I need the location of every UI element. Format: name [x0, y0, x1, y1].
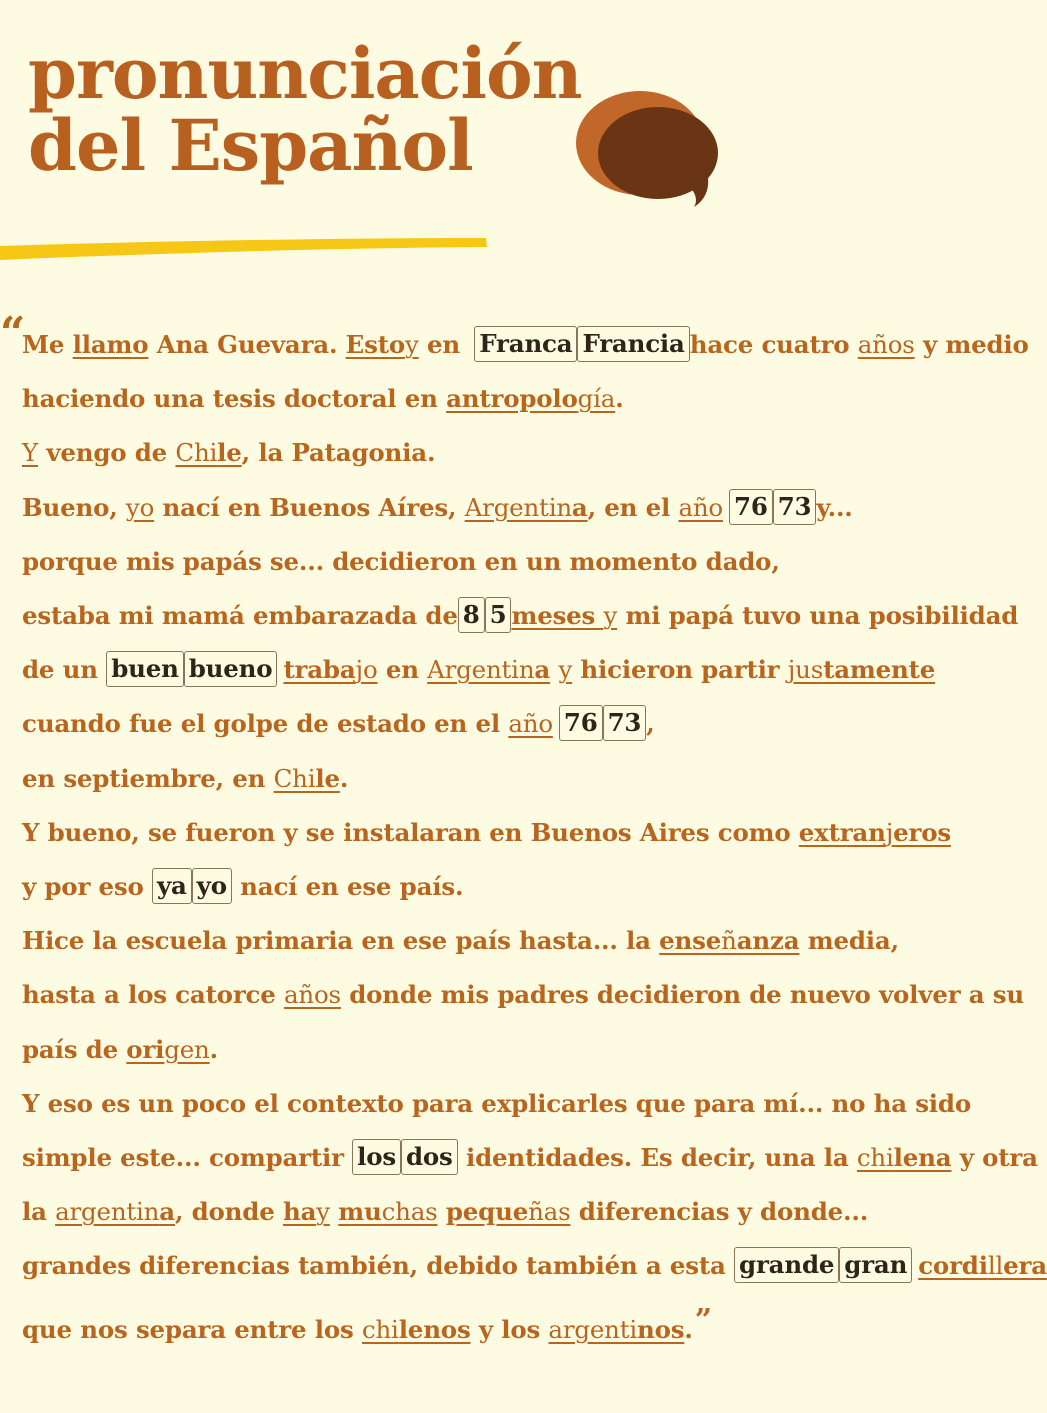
transcript-text [22, 318, 1047, 1357]
option-bueno[interactable]: bueno [184, 651, 278, 687]
text-line-3: Y vengo de Chile, la Patagonia. [22, 438, 436, 468]
text-line-4: Bueno, yo nací en Buenos Aíres, Argentina, en el año 76 73 y... [22, 481, 994, 535]
title-line-1: pronunciación [28, 32, 582, 115]
option-gran[interactable]: gran [839, 1247, 912, 1283]
text-line-12: Hice la escuela primaria en ese país hasta... la enseñanza media, [22, 926, 899, 956]
option-los[interactable]: los [352, 1139, 401, 1175]
option-buen[interactable]: buen [106, 651, 184, 687]
text-line-18: grandes diferencias también, debido también a esta grande gran cordillera [22, 1239, 994, 1293]
option-8[interactable]: 8 [458, 597, 485, 633]
page-title [28, 32, 582, 187]
text-line-9: en septiembre, en Chile. [22, 763, 349, 793]
option-ya[interactable]: ya [152, 868, 192, 904]
speech-bubble-icon [570, 85, 730, 215]
open-quote-icon: “ [0, 308, 26, 359]
text-line-8: cuando fue el golpe de estado en el año 76 73 , [22, 697, 994, 751]
option-76[interactable]: 76 [729, 489, 773, 525]
text-line-15: Y eso es un poco el contexto para explicarles que para mí... no ha sido [22, 1088, 971, 1118]
option-dos[interactable]: dos [401, 1139, 458, 1175]
text-line-19: que nos separa entre los chilenos y los argentinos.” [22, 1302, 712, 1344]
title-highlight-stroke [0, 230, 500, 270]
text-line-2: haciendo una tesis doctoral en antropología. [22, 384, 624, 414]
option-grande[interactable]: grande [734, 1247, 839, 1283]
text-line-14: país de origen. [22, 1034, 218, 1064]
option-73[interactable]: 73 [603, 705, 647, 741]
text-line-17: la argentina, donde hay muchas pequeñas diferencias y donde... [22, 1197, 869, 1227]
text-line-1: Me llamo Ana Guevara. Estoy en Franca Francia hace cuatro años y medio [22, 318, 994, 372]
option-73[interactable]: 73 [773, 489, 817, 525]
text-line-13: hasta a los catorce años donde mis padres decidieron de nuevo volver a su [22, 980, 1024, 1010]
close-quote-icon: ” [694, 1302, 712, 1338]
option-franca[interactable]: Franca [474, 326, 577, 362]
option-76[interactable]: 76 [559, 705, 603, 741]
text-line-5: porque mis papás se... decidieron en un momento dado, [22, 546, 780, 576]
text-line-7: de un buen bueno trabajo en Argentina y hicieron partir justamente [22, 643, 994, 697]
option-5[interactable]: 5 [485, 597, 512, 633]
title-line-2: del Español [28, 104, 473, 187]
text-line-11: y por eso ya yo nací en ese país. [22, 860, 994, 914]
text-line-16: simple este... compartir los dos identidades. Es decir, una la chilena y otra [22, 1131, 994, 1185]
text-line-6: estaba mi mamá embarazada de 8 5 meses y mi papá tuvo una posibilidad [22, 589, 994, 643]
option-francia[interactable]: Francia [577, 326, 689, 362]
option-yo[interactable]: yo [192, 868, 232, 904]
text-line-10: Y bueno, se fueron y se instalaran en Buenos Aires como extranjeros [22, 817, 951, 847]
